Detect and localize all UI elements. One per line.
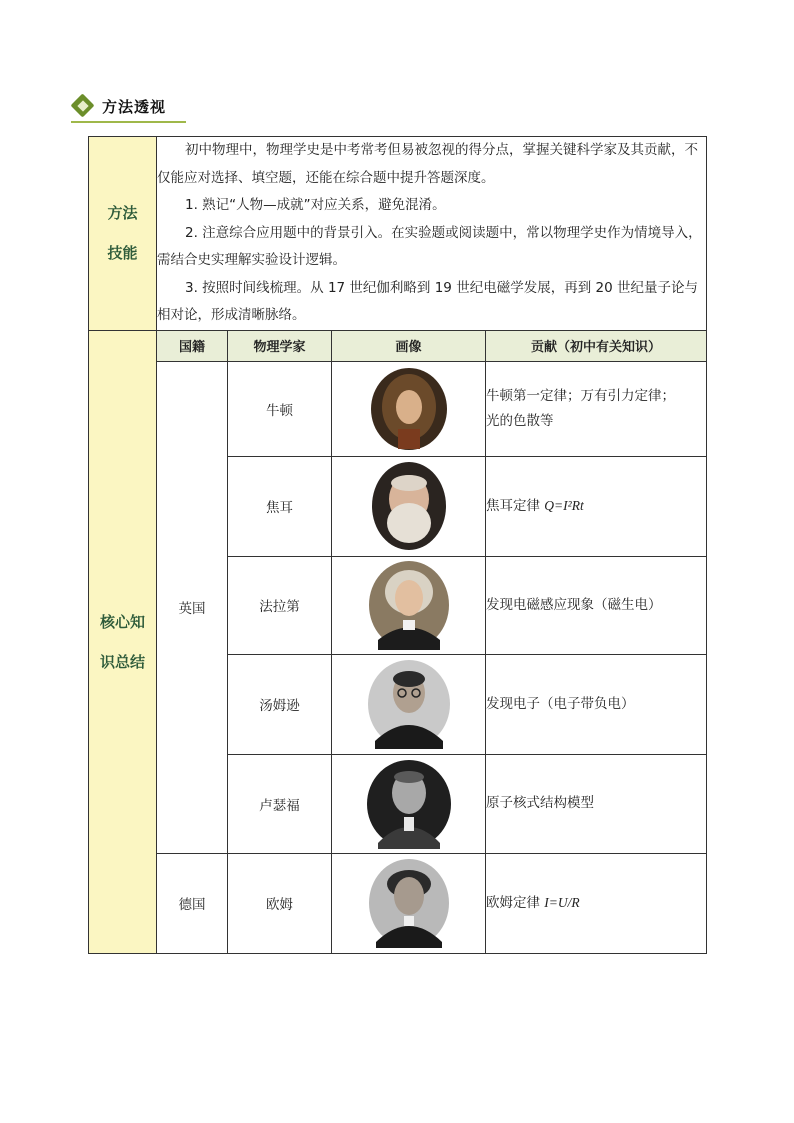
portrait-newton bbox=[370, 367, 448, 451]
physicist-name: 汤姆逊 bbox=[228, 654, 332, 754]
table-row bbox=[89, 361, 707, 456]
portrait-cell bbox=[332, 361, 486, 456]
physicist-name: 牛顿 bbox=[228, 361, 332, 456]
formula: Q=I²Rt bbox=[544, 498, 584, 513]
summary-label-line1: 核心知 bbox=[99, 612, 145, 631]
contribution-line1: 牛顿第一定律；万有引力定律； bbox=[486, 387, 675, 404]
summary-header-row bbox=[89, 330, 707, 361]
contribution bbox=[486, 853, 707, 953]
physicist-name: 焦耳 bbox=[228, 456, 332, 556]
method-label-line2: 技能 bbox=[107, 244, 138, 263]
portrait-cell bbox=[332, 556, 486, 654]
physicist-name: 卢瑟福 bbox=[228, 754, 332, 853]
method-text bbox=[157, 137, 707, 331]
method-tip-2: 2. 注意综合应用题中的背景引入。在实验题或阅读题中，常以物理学史作为情境导入，需结合史实理解实验设计逻辑。 bbox=[157, 224, 702, 268]
contribution: 发现电子（电子带负电） bbox=[486, 654, 707, 754]
physics-history-table bbox=[88, 136, 707, 954]
portrait-joule bbox=[371, 461, 447, 551]
method-side-label bbox=[89, 137, 157, 331]
method-row bbox=[89, 137, 707, 331]
method-tip-3: 3. 按照时间线梳理。从 17 世纪伽利略到 19 世纪电磁学发展，再到 20 世纪量子论与相对论，形成清晰脉络。 bbox=[157, 279, 698, 323]
country-germany: 德国 bbox=[157, 853, 228, 953]
method-intro: 初中物理中，物理学史是中考常考但易被忽视的得分点，掌握关键科学家及其贡献，不仅能应对选择、填空题，还能在综合题中提升答题深度。 bbox=[157, 142, 698, 186]
table-row bbox=[89, 853, 707, 953]
method-label-line1: 方法 bbox=[107, 204, 138, 223]
physicist-name: 法拉第 bbox=[228, 556, 332, 654]
header-contribution: 贡献（初中有关知识） bbox=[486, 330, 707, 361]
portrait-ohm bbox=[368, 858, 450, 948]
physicist-name: 欧姆 bbox=[228, 853, 332, 953]
portrait-thomson bbox=[367, 659, 451, 749]
portrait-faraday bbox=[368, 560, 450, 650]
portrait-cell bbox=[332, 654, 486, 754]
contribution bbox=[486, 456, 707, 556]
contribution: 发现电磁感应现象（磁生电） bbox=[486, 556, 707, 654]
summary-side-label bbox=[89, 330, 157, 953]
header-country: 国籍 bbox=[157, 330, 228, 361]
header-physicist: 物理学家 bbox=[228, 330, 332, 361]
country-uk: 英国 bbox=[157, 361, 228, 853]
header-portrait: 画像 bbox=[332, 330, 486, 361]
portrait-cell bbox=[332, 853, 486, 953]
contribution-text: 欧姆定律 bbox=[486, 895, 545, 911]
portrait-cell bbox=[332, 754, 486, 853]
contribution bbox=[486, 361, 707, 456]
portrait-cell bbox=[332, 456, 486, 556]
contribution-line2: 光的色散等 bbox=[486, 412, 554, 429]
contribution: 原子核式结构模型 bbox=[486, 754, 707, 853]
section-underline bbox=[71, 121, 186, 123]
method-tip-1: 1. 熟记“人物—成就”对应关系，避免混淆。 bbox=[185, 197, 446, 213]
portrait-rutherford bbox=[366, 759, 452, 849]
section-title: 方法透视 bbox=[102, 98, 167, 116]
section-header bbox=[71, 96, 211, 126]
contribution-text: 焦耳定律 bbox=[486, 498, 545, 514]
formula: I=U/R bbox=[544, 895, 580, 910]
summary-label-line2: 识总结 bbox=[99, 652, 145, 671]
